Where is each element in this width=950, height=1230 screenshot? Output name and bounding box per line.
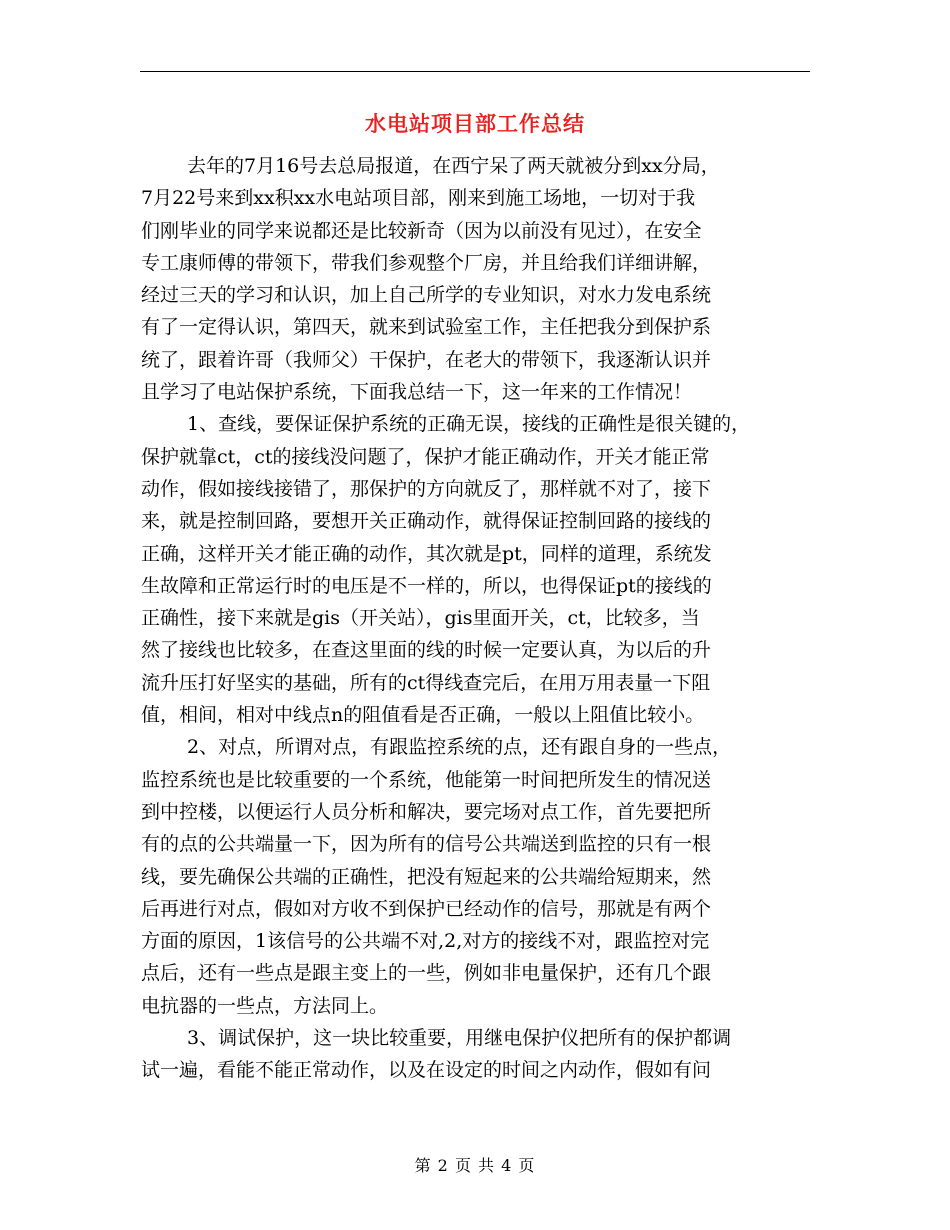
document-body bbox=[141, 150, 821, 1087]
text-line: 动作，假如接线接错了，那保护的方向就反了，那样就不对了，接下 bbox=[141, 477, 712, 500]
text-line: 线，要先确保公共端的正确性，把没有短起来的公共端给短期来，然 bbox=[141, 865, 712, 888]
text-line: 7月22号来到xx积xx水电站项目部，刚来到施工场地，一切对于我 bbox=[141, 187, 696, 210]
paragraph-first-line: 去年的7月16号去总局报道，在西宁呆了两天就被分到xx分局， bbox=[187, 155, 720, 177]
text-line: 来，就是控制回路，要想开关正确动作，就得保证控制回路的接线的 bbox=[141, 510, 712, 533]
page-footer: 第 2 页 共 4 页 bbox=[414, 1156, 536, 1175]
text-line: 统了，跟着许哥（我师父）干保护，在老大的带领下，我逐渐认识并 bbox=[141, 348, 712, 371]
text-line: 后再进行对点，假如对方收不到保护已经动作的信号，那就是有两个 bbox=[141, 897, 712, 920]
paragraph-first-line: 2、对点，所谓对点，有跟监控系统的点，还有跟自身的一些点， bbox=[187, 736, 732, 759]
text-line: 监控系统也是比较重要的一个系统，他能第一时间把所发生的情况送 bbox=[141, 768, 712, 791]
text-line: 到中控楼，以便运行人员分析和解决，要完场对点工作，首先要把所 bbox=[141, 800, 712, 823]
text-line: 正确，这样开关才能正确的动作，其次就是pt，同样的道理，系统发 bbox=[141, 542, 712, 565]
text-line: 生故障和正常运行时的电压是不一样的，所以，也得保证pt的接线的 bbox=[141, 574, 712, 597]
text-line: 然了接线也比较多，在查这里面的线的时候一定要认真，为以后的升 bbox=[141, 639, 712, 662]
text-line: 且学习了电站保护系统，下面我总结一下，这一年来的工作情况！ bbox=[141, 381, 693, 404]
paragraph-first-line: 3、调试保护，这一块比较重要，用继电保护仪把所有的保护都调 bbox=[187, 1027, 732, 1050]
text-line: 电抗器的一些点，方法同上。 bbox=[141, 994, 389, 1017]
document-title: 水电站项目部工作总结 bbox=[365, 111, 585, 136]
text-line: 试一遍，看能不能正常动作，以及在设定的时间之内动作，假如有问 bbox=[141, 1059, 712, 1082]
text-line: 保护就靠ct，ct的接线没问题了，保护才能正确动作，开关才能正常 bbox=[141, 445, 710, 468]
text-line: 正确性，接下来就是gis（开关站），gis里面开关，ct，比较多，当 bbox=[141, 607, 700, 630]
text-line: 点后，还有一些点是跟主变上的一些，例如非电量保护，还有几个跟 bbox=[141, 962, 712, 985]
text-line: 们刚毕业的同学来说都还是比较新奇（因为以前没有见过），在安全 bbox=[141, 219, 702, 242]
header-rule bbox=[140, 71, 810, 72]
text-line: 有了一定得认识，第四天，就来到试验室工作，主任把我分到保护系 bbox=[141, 316, 712, 339]
text-line: 值，相间，相对中线点n的阻值看是否正确，一般以上阻值比较小。 bbox=[141, 704, 705, 727]
text-line: 流升压打好坚实的基础，所有的ct得线查完后，在用万用表量一下阻 bbox=[141, 671, 711, 694]
text-line: 专工康师傅的带领下，带我们参观整个厂房，并且给我们详细讲解， bbox=[141, 251, 712, 274]
text-line: 有的点的公共端量一下，因为所有的信号公共端送到监控的只有一根 bbox=[141, 833, 712, 856]
text-line: 经过三天的学习和认识，加上自己所学的专业知识，对水力发电系统 bbox=[141, 284, 712, 307]
paragraph-first-line: 1、查线，要保证保护系统的正确无误，接线的正确性是很关键的， bbox=[187, 413, 751, 436]
text-line: 方面的原因，1该信号的公共端不对,2,对方的接线不对，跟监控对完 bbox=[141, 930, 710, 953]
